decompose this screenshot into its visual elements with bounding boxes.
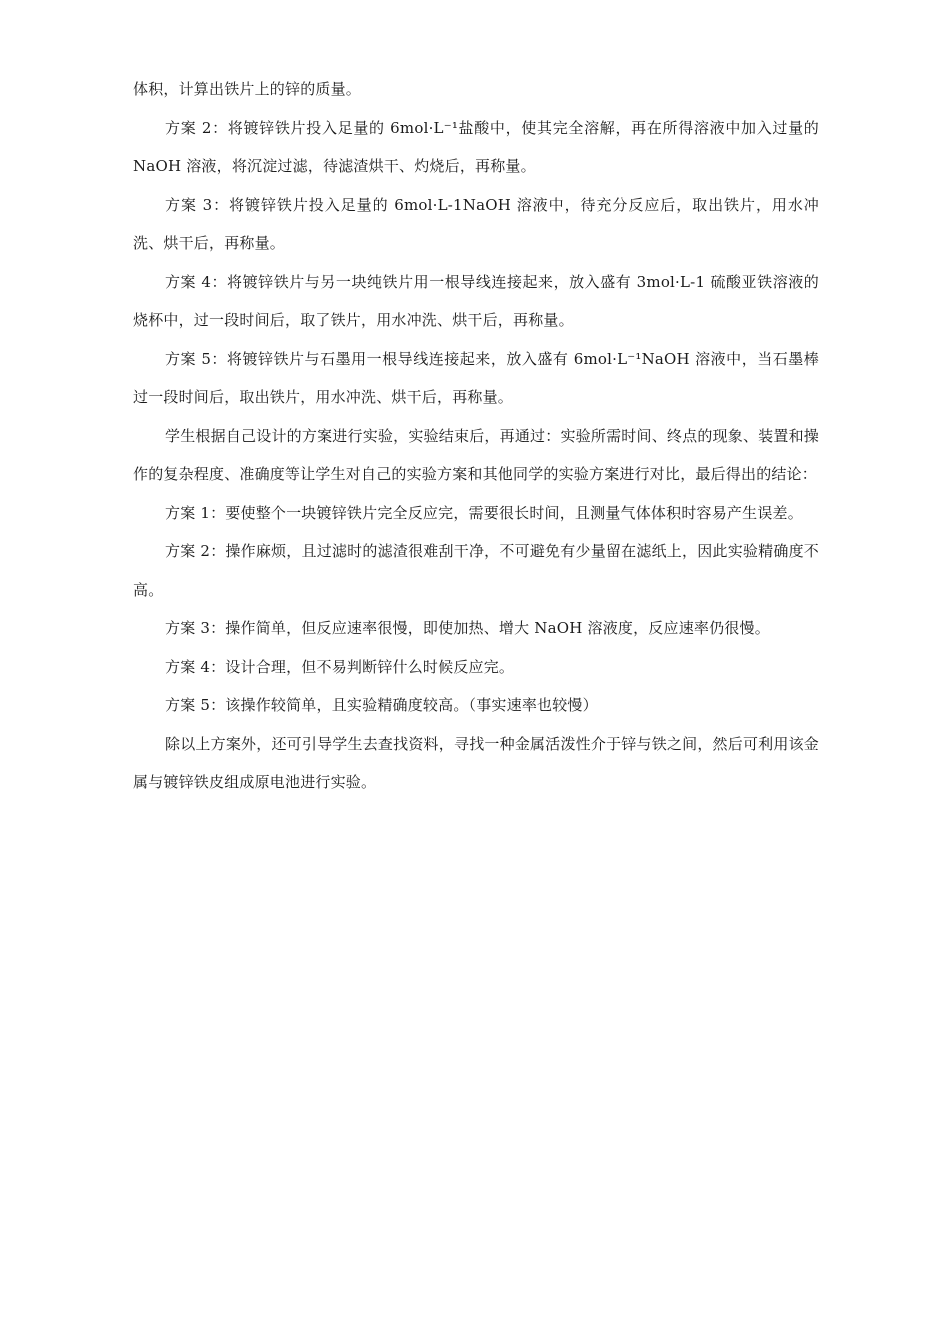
paragraph-plan-5: 方案 5：将镀锌铁片与石墨用一根导线连接起来，放入盛有 6mol·L⁻¹NaOH 溶液中，当石墨棒过一段时间后，取出铁片，用水冲洗、烘干后，再称量。 — [133, 349, 819, 406]
paragraph-conclusion-4: 方案 4：设计合理，但不易判断锌什么时候反应完。 — [165, 657, 515, 676]
paragraph-conclusion-1: 方案 1：要使整个一块镀锌铁片完全反应完，需要很长时间，且测量气体体积时容易产生误差。 — [165, 503, 803, 522]
paragraph-closing: 除以上方案外，还可引导学生去查找资料，寻找一种金属活泼性介于锌与铁之间，然后可利用该金属与镀锌铁皮组成原电池进行实验。 — [133, 734, 819, 791]
paragraph-conclusion-3: 方案 3：操作简单，但反应速率很慢，即使加热、增大 NaOH 溶液度，反应速率仍很慢。 — [165, 619, 770, 637]
document-page — [133, 70, 819, 802]
paragraph-conclusion-2: 方案 2：操作麻烦，且过滤时的滤渣很难刮干净，不可避免有少量留在滤纸上，因此实验精确度不高。 — [133, 542, 819, 599]
paragraph-plan-2: 方案 2：将镀锌铁片投入足量的 6mol·L⁻¹盐酸中，使其完全溶解，再在所得溶液中加入过量的 NaOH 溶液，将沉淀过滤，待滤渣烘干、灼烧后，再称量。 — [133, 118, 819, 175]
paragraph-continuation: 体积，计算出铁片上的锌的质量。 — [133, 80, 362, 98]
paragraph-plan-3: 方案 3：将镀锌铁片投入足量的 6mol·L-1NaOH 溶液中，待充分反应后，取出铁片，用水冲洗、烘干后，再称量。 — [133, 195, 819, 252]
paragraph-plan-4: 方案 4：将镀锌铁片与另一块纯铁片用一根导线连接起来，放入盛有 3mol·L-1 硫酸亚铁溶液的烧杯中，过一段时间后，取了铁片，用水冲洗、烘干后，再称量。 — [133, 272, 819, 329]
paragraph-conclusion-5: 方案 5：该操作较简单，且实验精确度较高。（事实速率也较慢） — [165, 696, 598, 714]
paragraph-comparison-intro: 学生根据自己设计的方案进行实验，实验结束后，再通过：实验所需时间、终点的现象、装置和操作的复杂程度、准确度等让学生对自己的实验方案和其他同学的实验方案进行对比，最后得出的结论： — [133, 426, 819, 483]
